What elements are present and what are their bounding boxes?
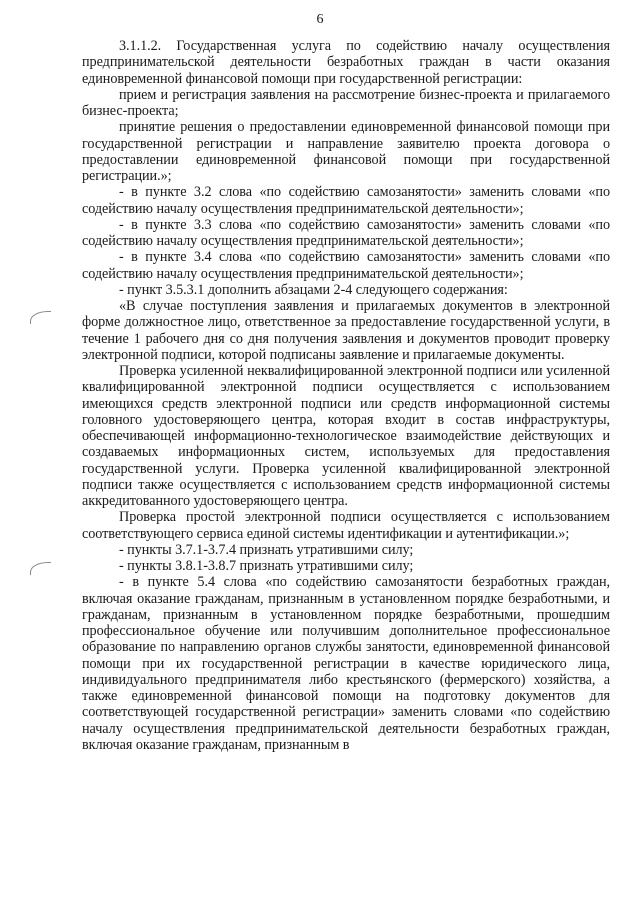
paragraph-amendment-3-3: - в пункте 3.3 слова «по содействию самозанятости» заменить словами «по содействию началу осуществления предпринимательской деятельности»; bbox=[82, 216, 610, 249]
paragraph-amendment-5-4: - в пункте 5.4 слова «по содействию самозанятости безработных граждан, включая оказание гражданам, признанным в установленном порядке безработными, и гражданам, признанным в установленном порядке безработными, прошедшим профессиональное обучение или получившим дополнительное профессиональное образование по направлению органов службы занятости, единовременной финансовой помощи при их государственной регистрации в качестве юридического лица, индивидуального предпринимателя либо крестьянского (фермерского) хозяйства, а также единовременной финансовой помощи на подготовку документов для соответствующей государственной регистрации» заменить словами «по содействию началу осуществления предпринимательской деятельности безработных граждан, включая оказание гражданам, признанным в bbox=[82, 574, 610, 753]
paragraph-quoted-text: Проверка усиленной неквалифицированной электронной подписи или усиленной квалифицированной электронной подписи осуществляется с использованием имеющихся средств электронной подписи или средств информационной системы головного удостоверяющего центра, которая входит в состав инфраструктуры, обеспечивающей информационно-технологическое взаимодействие действующих и создаваемых информационных систем, используемых для предоставления государственной услуги. Проверка усиленной квалифицированной электронной подписи также осуществляется с использованием средств информационной системы аккредитованного удостоверяющего центра. bbox=[82, 363, 610, 509]
margin-pencil-mark bbox=[30, 562, 51, 575]
paragraph-quoted-text: «В случае поступления заявления и прилагаемых документов в электронной форме должностное лицо, ответственное за предоставление государственной услуги, в течение 1 рабочего дня со дня получения заявления и документов проводит проверку электронной подписи, которой подписаны заявление и прилагаемые документы. bbox=[82, 298, 610, 363]
document-body bbox=[82, 38, 610, 753]
paragraph-list-item: принятие решения о предоставлении единовременной финансовой помощи при государственной регистрации и направление заявителю проекта договора о предоставлении единовременной финансовой помощи при государственной регистрации.»; bbox=[82, 119, 610, 184]
paragraph-amendment-3-5-3-1: - пункт 3.5.3.1 дополнить абзацами 2-4 следующего содержания: bbox=[119, 281, 508, 298]
paragraph-amendment-3-2: - в пункте 3.2 слова «по содействию самозанятости» заменить словами «по содействию началу осуществления предпринимательской деятельности»; bbox=[82, 184, 610, 217]
paragraph-quoted-text: Проверка простой электронной подписи осуществляется с использованием соответствующего сервиса единой системы идентификации и аутентификации.»; bbox=[82, 509, 610, 542]
paragraph-list-item: прием и регистрация заявления на рассмотрение бизнес-проекта и прилагаемого бизнес-проекта; bbox=[82, 86, 610, 119]
page-number: 6 bbox=[316, 12, 324, 27]
paragraph-amendment-3-4: - в пункте 3.4 слова «по содействию самозанятости» заменить словами «по содействию началу осуществления предпринимательской деятельности»; bbox=[82, 249, 610, 282]
margin-pencil-mark bbox=[30, 311, 51, 324]
paragraph-amendment-3-7: - пункты 3.7.1-3.7.4 признать утратившими силу; bbox=[119, 541, 414, 558]
paragraph-section-3-1-1-2: 3.1.1.2. Государственная услуга по содействию началу осуществления предпринимательской деятельности безработных граждан в части оказания единовременной финансовой помощи при государственной регистрации: bbox=[82, 38, 610, 87]
paragraph-amendment-3-8: - пункты 3.8.1-3.8.7 признать утратившими силу; bbox=[119, 558, 414, 574]
